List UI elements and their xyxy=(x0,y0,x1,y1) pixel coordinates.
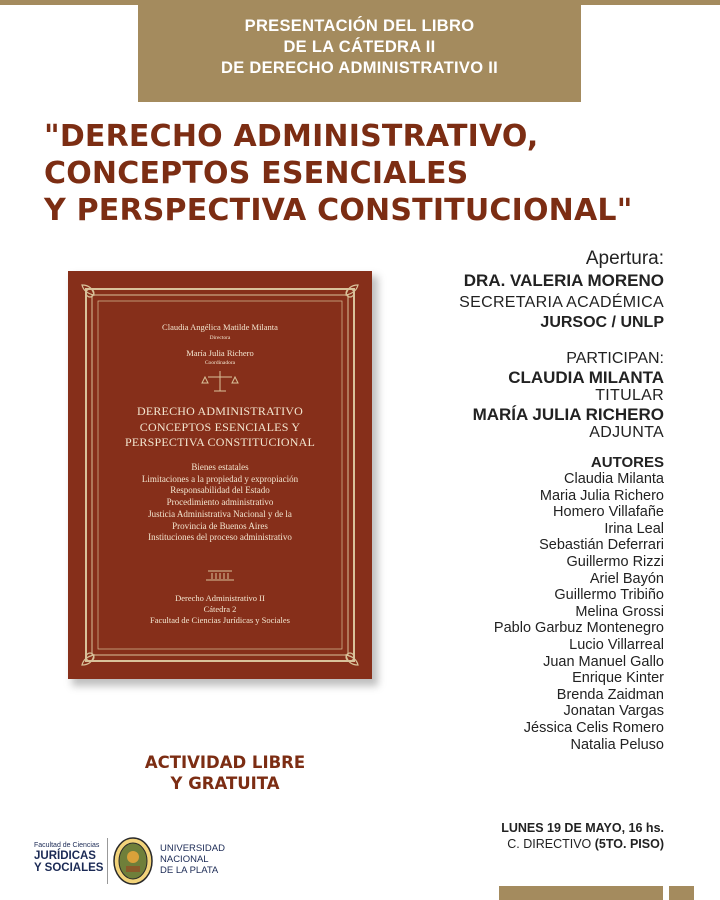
speakers-column xyxy=(364,248,664,753)
title-line-2: CONCEPTOS ESENCIALES xyxy=(44,156,469,191)
book-topic: Bienes estatales xyxy=(191,462,249,472)
participant-name: CLAUDIA MILANTA xyxy=(508,368,664,387)
autor-item: Brenda Zaidman xyxy=(556,686,664,703)
autor-item: Natalia Peluso xyxy=(570,736,664,753)
autores-title: AUTORES xyxy=(590,454,664,471)
book-topic: Limitaciones a la propiedad y expropiación xyxy=(141,473,299,484)
unlp-line-3: DE LA PLATA xyxy=(160,865,219,876)
unlp-line-1: UNIVERSIDAD xyxy=(160,843,225,854)
autor-item: Enrique Kinter xyxy=(572,670,664,687)
apertura-role: SECRETARIA ACADÉMICA xyxy=(459,294,664,311)
autor-item: Guillermo Tribiño xyxy=(554,587,664,604)
title-line-1: "DERECHO ADMINISTRATIVO, xyxy=(44,119,539,154)
book-topic: Provincia de Buenos Aires xyxy=(172,520,268,531)
autor-item: Claudia Milanta xyxy=(564,471,664,487)
book-cover-title xyxy=(68,404,372,451)
event-place-prefix: C. DIRECTIVO xyxy=(507,837,595,851)
autor-item: Homero Villafañe xyxy=(553,504,664,521)
book-footer-line: Derecho Administrativo II xyxy=(175,593,265,603)
faculty-small-label: Facultad de Ciencias xyxy=(34,842,100,849)
event-info xyxy=(364,820,664,852)
faculty-line-2: Y SOCIALES xyxy=(34,862,104,874)
faculty-line-1: JURÍDICAS xyxy=(34,850,96,862)
actividad-line-2: Y GRATUITA xyxy=(170,774,280,793)
book-footer-line: Facultad de Ciencias Jurídicas y Sociales xyxy=(150,615,290,625)
book-cover-text xyxy=(68,271,372,679)
book-coordinator: María Julia Richero xyxy=(186,348,254,358)
event-place-floor: (5TO. PISO) xyxy=(594,837,664,851)
book-coordinator-role: Coordinadora xyxy=(204,360,236,366)
autor-item: Jéssica Celis Romero xyxy=(523,719,664,736)
apertura-label: Apertura: xyxy=(585,248,664,269)
book-main-title xyxy=(44,118,704,229)
autor-item: Ariel Bayón xyxy=(589,570,664,587)
book-footer-line: Cátedra 2 xyxy=(203,604,237,614)
logo-divider xyxy=(107,838,108,884)
book-topic: Justicia Administrativa Nacional y de la xyxy=(148,508,292,519)
book-topic: Procedimiento administrativo xyxy=(166,497,274,508)
bottom-gold-bar-small xyxy=(669,886,694,900)
book-author-role: Directora xyxy=(209,335,231,341)
book-title-line: PERSPECTIVA CONSTITUCIONAL xyxy=(125,435,315,449)
autor-item: Juan Manuel Gallo xyxy=(543,653,664,670)
autor-item: Irina Leal xyxy=(604,520,664,537)
book-title-line: DERECHO ADMINISTRATIVO xyxy=(136,404,304,418)
autor-item: Maria Julia Richero xyxy=(539,487,664,504)
event-place xyxy=(364,836,664,852)
faculty-logo xyxy=(34,842,106,874)
bottom-gold-bar xyxy=(499,886,663,900)
book-footer xyxy=(68,593,372,626)
participant-role: ADJUNTA xyxy=(589,424,664,441)
unlp-logo-text xyxy=(160,843,250,876)
book-title-line: CONCEPTOS ESENCIALES Y xyxy=(139,419,301,434)
participan-label: PARTICIPAN: xyxy=(566,350,664,367)
banner-line-3: DE DERECHO ADMINISTRATIVO II xyxy=(221,59,498,77)
autor-item: Sebastián Deferrari xyxy=(539,537,664,554)
apertura-name: DRA. VALERIA MORENO xyxy=(463,271,664,290)
autor-item: Pablo Garbuz Montenegro xyxy=(493,620,664,637)
book-topics xyxy=(68,462,372,544)
title-line-3: Y PERSPECTIVA CONSTITUCIONAL" xyxy=(44,193,633,228)
autor-item: Jonatan Vargas xyxy=(563,703,664,720)
actividad-line-1: ACTIVIDAD LIBRE xyxy=(144,753,306,772)
banner-line-2: DE LA CÁTEDRA II xyxy=(283,38,436,56)
book-author: Claudia Angélica Matilde Milanta xyxy=(162,322,278,332)
banner-line-1: PRESENTACIÓN DEL LIBRO xyxy=(244,17,475,35)
autor-item: Lucio Villarreal xyxy=(569,636,664,653)
autor-item: Guillermo Rizzi xyxy=(566,553,664,570)
book-cover xyxy=(68,271,372,679)
unlp-seal-icon xyxy=(112,836,154,886)
book-topic: Instituciones del proceso administrativo xyxy=(148,532,292,543)
autor-item: Melina Grossi xyxy=(575,603,664,620)
header-banner xyxy=(138,0,581,102)
free-activity-notice xyxy=(100,752,350,794)
apertura-institution: JURSOC / UNLP xyxy=(540,314,664,331)
participant-name: MARÍA JULIA RICHERO xyxy=(472,405,664,424)
event-date: LUNES 19 DE MAYO, 16 hs. xyxy=(501,821,664,835)
autores-list xyxy=(364,471,664,753)
book-topic: Responsabilidad del Estado xyxy=(170,485,270,496)
participant-role: TITULAR xyxy=(595,387,664,404)
unlp-line-2: NACIONAL xyxy=(160,854,209,865)
